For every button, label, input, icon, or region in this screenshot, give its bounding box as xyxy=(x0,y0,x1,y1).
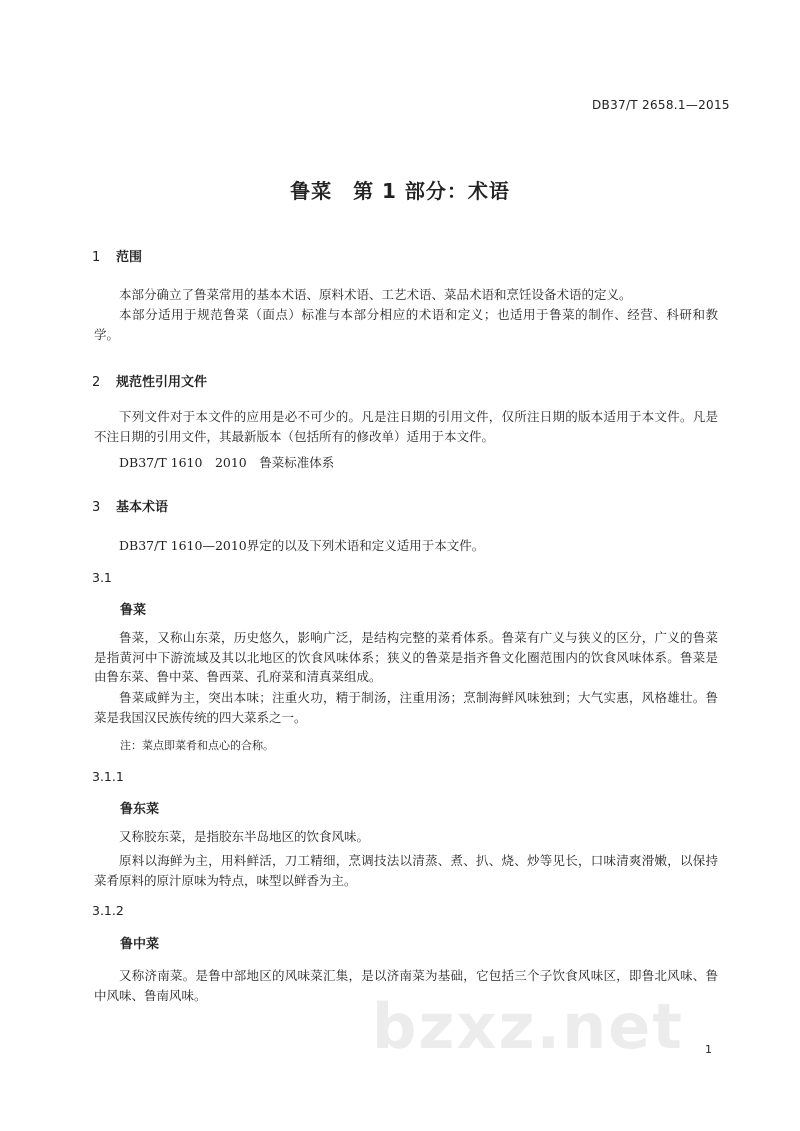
term-name: 鲁中菜 xyxy=(120,937,160,952)
term-number: 3.1 xyxy=(92,570,112,585)
watermark: bzxz.net xyxy=(372,990,684,1063)
standard-number: DB37/T 2658.1—2015 xyxy=(592,98,730,112)
term-definition: 原料以海鲜为主，用料鲜活，刀工精细，烹调技法以清蒸、煮、扒、烧、炒等见长，口味清爽滑嫩，以保持菜肴原料的原汁原味为特点，味型以鲜香为主。 xyxy=(94,853,718,888)
page-number: 1 xyxy=(705,1043,712,1056)
section-title: 范围 xyxy=(116,250,143,265)
section-2-heading xyxy=(92,371,207,390)
section-1-paragraph-2: 本部分适用于规范鲁菜（面点）标准与本部分相应的术语和定义；也适用于鲁菜的制作、经营、科研和教学。 xyxy=(94,307,718,342)
section-number: 3 xyxy=(92,500,101,515)
section-number: 1 xyxy=(92,250,101,265)
term-note: 注：菜点即菜肴和点心的合称。 xyxy=(120,739,274,752)
section-1-paragraph-1: 本部分确立了鲁菜常用的基本术语、原料术语、工艺术语、菜品术语和烹饪设备术语的定义。 xyxy=(119,287,632,302)
section-2-reference: DB37/T 1610 2010 鲁菜标准体系 xyxy=(119,455,335,470)
section-3-heading xyxy=(92,496,168,515)
section-title: 基本术语 xyxy=(116,500,169,515)
section-number: 2 xyxy=(92,375,101,390)
term-name: 鲁菜 xyxy=(120,603,147,618)
term-definition: 鲁菜咸鲜为主，突出本味；注重火功，精于制汤，注重用汤；烹制海鲜风味独到；大气实惠，风格雄壮。鲁菜是我国汉民族传统的四大菜系之一。 xyxy=(94,690,718,725)
section-2-paragraph-1: 下列文件对于本文件的应用是必不可少的。凡是注日期的引用文件，仅所注日期的版本适用于本文件。凡是不注日期的引用文件，其最新版本（包括所有的修改单）适用于本文件。 xyxy=(94,409,718,444)
term-definition: 又称胶东菜，是指胶东半岛地区的饮食风味。 xyxy=(119,829,370,844)
term-number: 3.1.2 xyxy=(92,903,124,918)
section-3-paragraph-1: DB37/T 1610—2010界定的以及下列术语和定义适用于本文件。 xyxy=(119,538,485,553)
section-title: 规范性引用文件 xyxy=(116,375,208,390)
term-name: 鲁东菜 xyxy=(120,802,160,817)
document-title: 鲁菜 第 1 部分：术语 xyxy=(290,179,510,203)
term-number: 3.1.1 xyxy=(92,769,124,784)
term-definition: 鲁菜，又称山东菜，历史悠久，影响广泛，是结构完整的菜肴体系。鲁菜有广义与狭义的区分，广义的鲁菜是指黄河中下游流域及其以北地区的饮食风味体系；狭义的鲁菜是指齐鲁文化圈范围内的饮食风味体系。鲁菜是由鲁东菜、鲁中菜、鲁西菜、孔府菜和清真菜组成。 xyxy=(94,630,718,684)
term-definition: 又称济南菜。是鲁中部地区的风味菜汇集，是以济南菜为基础，它包括三个子饮食风味区，即鲁北风味、鲁中风味、鲁南风味。 xyxy=(94,968,718,1003)
section-1-heading xyxy=(92,246,142,265)
